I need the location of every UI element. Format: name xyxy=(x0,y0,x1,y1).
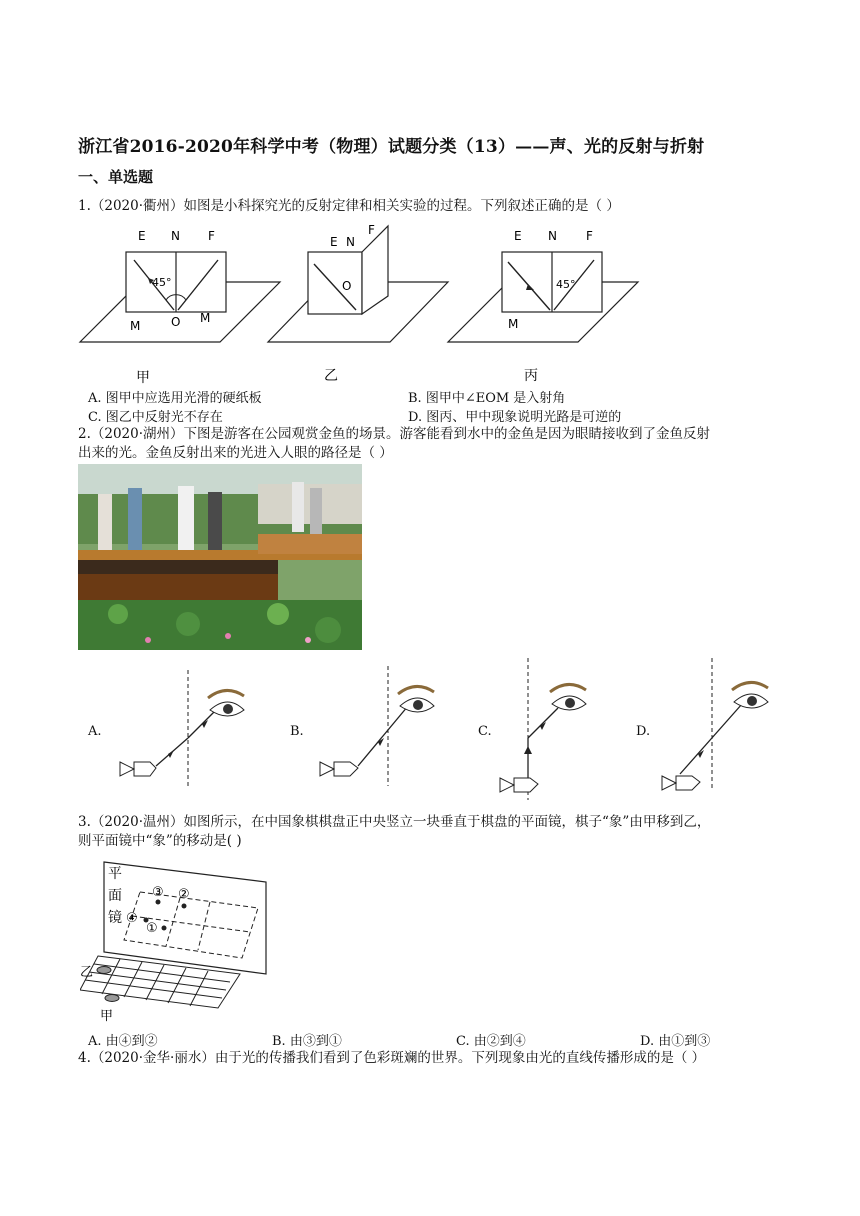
mirror-label: 面 xyxy=(108,888,122,904)
mirror-label: 镜 xyxy=(108,910,122,926)
figure-bing xyxy=(448,229,638,384)
option-b[interactable]: B. xyxy=(290,724,304,739)
label-e: E xyxy=(514,229,522,243)
label-e: E xyxy=(138,229,146,243)
option-a[interactable]: A. 由④到② xyxy=(88,1034,158,1049)
label-m: M xyxy=(130,319,141,333)
question-2-option-diagrams xyxy=(110,658,790,800)
option-d[interactable]: D. 图丙、甲中现象说明光路是可逆的 xyxy=(408,410,622,425)
label-f: F xyxy=(368,223,375,237)
figure-caption-jia: 甲 xyxy=(136,370,150,386)
figure-caption-bing: 丙 xyxy=(524,368,538,384)
question-1-stem: 1.（2020·衢州）如图是小科探究光的反射定律和相关实验的过程。下列叙述正确的是（ ） xyxy=(78,198,620,214)
option-a[interactable]: A. xyxy=(88,724,102,739)
label-n: N xyxy=(171,229,180,243)
option-b-diagram xyxy=(320,666,434,786)
question-3-stem: 3.（2020·温州）如图所示，在中国象棋棋盘正中央竖立一块垂直于棋盘的平面镜，棋子“象”由甲移到乙， xyxy=(78,814,711,830)
label-o: O xyxy=(171,315,181,329)
label-m: M xyxy=(200,311,211,325)
label-o: O xyxy=(342,279,352,293)
option-d[interactable]: D. xyxy=(636,724,651,739)
option-b[interactable]: B. 图甲中∠EOM 是入射角 xyxy=(408,391,566,406)
question-2-stem: 2.（2020·湖州）下图是游客在公园观赏金鱼的场景。游客能看到水中的金鱼是因为眼睛接收到了金鱼反射 xyxy=(78,426,711,442)
figure-jia xyxy=(80,229,280,386)
position-3: ③ xyxy=(152,885,164,900)
option-a[interactable]: A. 图甲中应选用光滑的硬纸板 xyxy=(88,391,262,406)
label-angle: 45° xyxy=(556,278,576,291)
position-4: ④ xyxy=(126,911,138,926)
option-d-diagram xyxy=(662,658,768,790)
label-e: E xyxy=(330,235,338,249)
question-3-stem: 则平面镜中“象”的移动是( ) xyxy=(78,833,242,849)
section-heading: 一、单选题 xyxy=(78,168,154,186)
label-n: N xyxy=(346,235,355,249)
option-b[interactable]: B. 由③到① xyxy=(272,1034,342,1049)
option-c[interactable]: C. 由②到④ xyxy=(456,1034,526,1049)
question-2-stem: 出来的光。金鱼反射出来的光进入人眼的路径是（ ） xyxy=(78,445,393,461)
label-f: F xyxy=(208,229,215,243)
option-c[interactable]: C. xyxy=(478,724,492,739)
option-d[interactable]: D. 由①到③ xyxy=(640,1034,711,1049)
position-2: ② xyxy=(178,887,190,902)
option-c[interactable]: C. 图乙中反射光不存在 xyxy=(88,410,223,425)
figure-caption-yi: 乙 xyxy=(324,368,338,384)
position-1: ① xyxy=(146,921,158,936)
page-title: 浙江省2016-2020年科学中考（物理）试题分类（13）——声、光的反射与折射 xyxy=(78,137,705,157)
figure-yi xyxy=(268,223,448,384)
label-n: N xyxy=(548,229,557,243)
question-1-figures xyxy=(78,222,658,390)
option-c-diagram xyxy=(500,658,586,800)
mirror-chessboard-figure xyxy=(80,858,280,1028)
mirror-label: 平 xyxy=(108,866,122,882)
park-photo xyxy=(78,464,362,650)
question-4-stem: 4.（2020·金华·丽水）由于光的传播我们看到了色彩斑斓的世界。下列现象由光的直线传播形成的是（ ） xyxy=(78,1050,706,1066)
piece-label-jia: 甲 xyxy=(100,1009,114,1024)
piece-label-yi: 乙 xyxy=(80,965,94,980)
label-angle: 45° xyxy=(152,276,172,289)
label-f: F xyxy=(586,229,593,243)
label-m: M xyxy=(508,317,519,331)
option-a-diagram xyxy=(120,670,244,786)
